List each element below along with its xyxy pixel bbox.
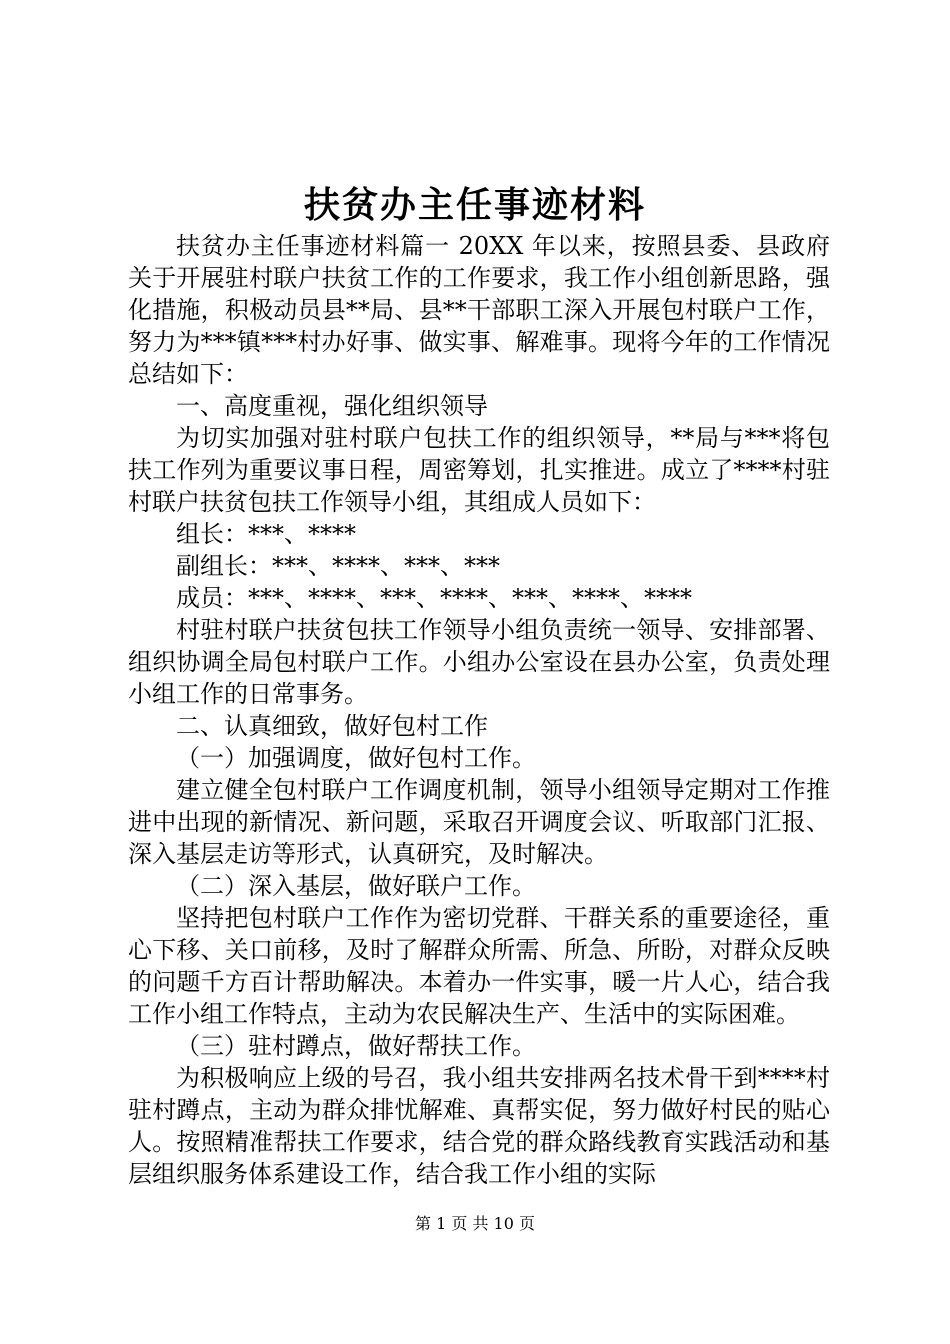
document-body	[128, 230, 830, 1190]
section-heading: 一、高度重视，强化组织领导	[176, 392, 488, 420]
subsection-heading: （三）驻村蹲点，做好帮扶工作。	[176, 1032, 536, 1060]
paragraph: 村驻村联户扶贫包扶工作领导小组负责统一领导、安排部署、组织协调全局包村联户工作。小组办公室设在县办公室，负责处理小组工作的日常事务。	[128, 616, 830, 708]
paragraph: 坚持把包村联户工作作为密切党群、干群关系的重要途径，重心下移、关口前移，及时了解群众所需、所急、所盼，对群众反映的问题千方百计帮助解决。本着办一件实事，暖一片人心，结合我工作小组工作特点，主动为农民解决生产、生活中的实际困难。	[128, 904, 830, 1028]
member-line: 组长：***、****	[176, 520, 356, 548]
document-title: 扶贫办主任事迹材料	[303, 184, 646, 226]
paragraph: 为切实加强对驻村联户包扶工作的组织领导，**局与***将包扶工作列为重要议事日程，周密筹划，扎实推进。成立了****村驻村联户扶贫包扶工作领导小组，其组成人员如下：	[128, 424, 830, 516]
paragraph: 为积极响应上级的号召，我小组共安排两名技术骨干到****村驻村蹲点，主动为群众排忧解难、真帮实促，努力做好村民的贴心人。按照精准帮扶工作要求，结合党的群众路线教育实践活动和基层组织服务体系建设工作，结合我工作小组的实际	[128, 1064, 830, 1188]
paragraph: 建立健全包村联户工作调度机制，领导小组领导定期对工作推进中出现的新情况、新问题，采取召开调度会议、听取部门汇报、深入基层走访等形式，认真研究，及时解决。	[128, 776, 830, 868]
subsection-heading: （二）深入基层，做好联户工作。	[176, 872, 536, 900]
paragraph: 扶贫办主任事迹材料篇一 20XX 年以来，按照县委、县政府关于开展驻村联户扶贫工作的工作要求，我工作小组创新思路，强化措施，积极动员县**局、县**干部职工深入开展包村联户工作，努力为***镇***村办好事、做实事、解难事。现将今年的工作情况总结如下：	[128, 232, 830, 388]
member-line: 副组长：***、****、***、***	[176, 552, 500, 580]
subsection-heading: （一）加强调度，做好包村工作。	[176, 744, 536, 772]
page-footer: 第 1 页 共 10 页	[415, 1214, 535, 1233]
member-line: 成员：***、****、***、****、***、****、****	[176, 584, 692, 612]
section-heading: 二、认真细致，做好包村工作	[176, 712, 488, 740]
